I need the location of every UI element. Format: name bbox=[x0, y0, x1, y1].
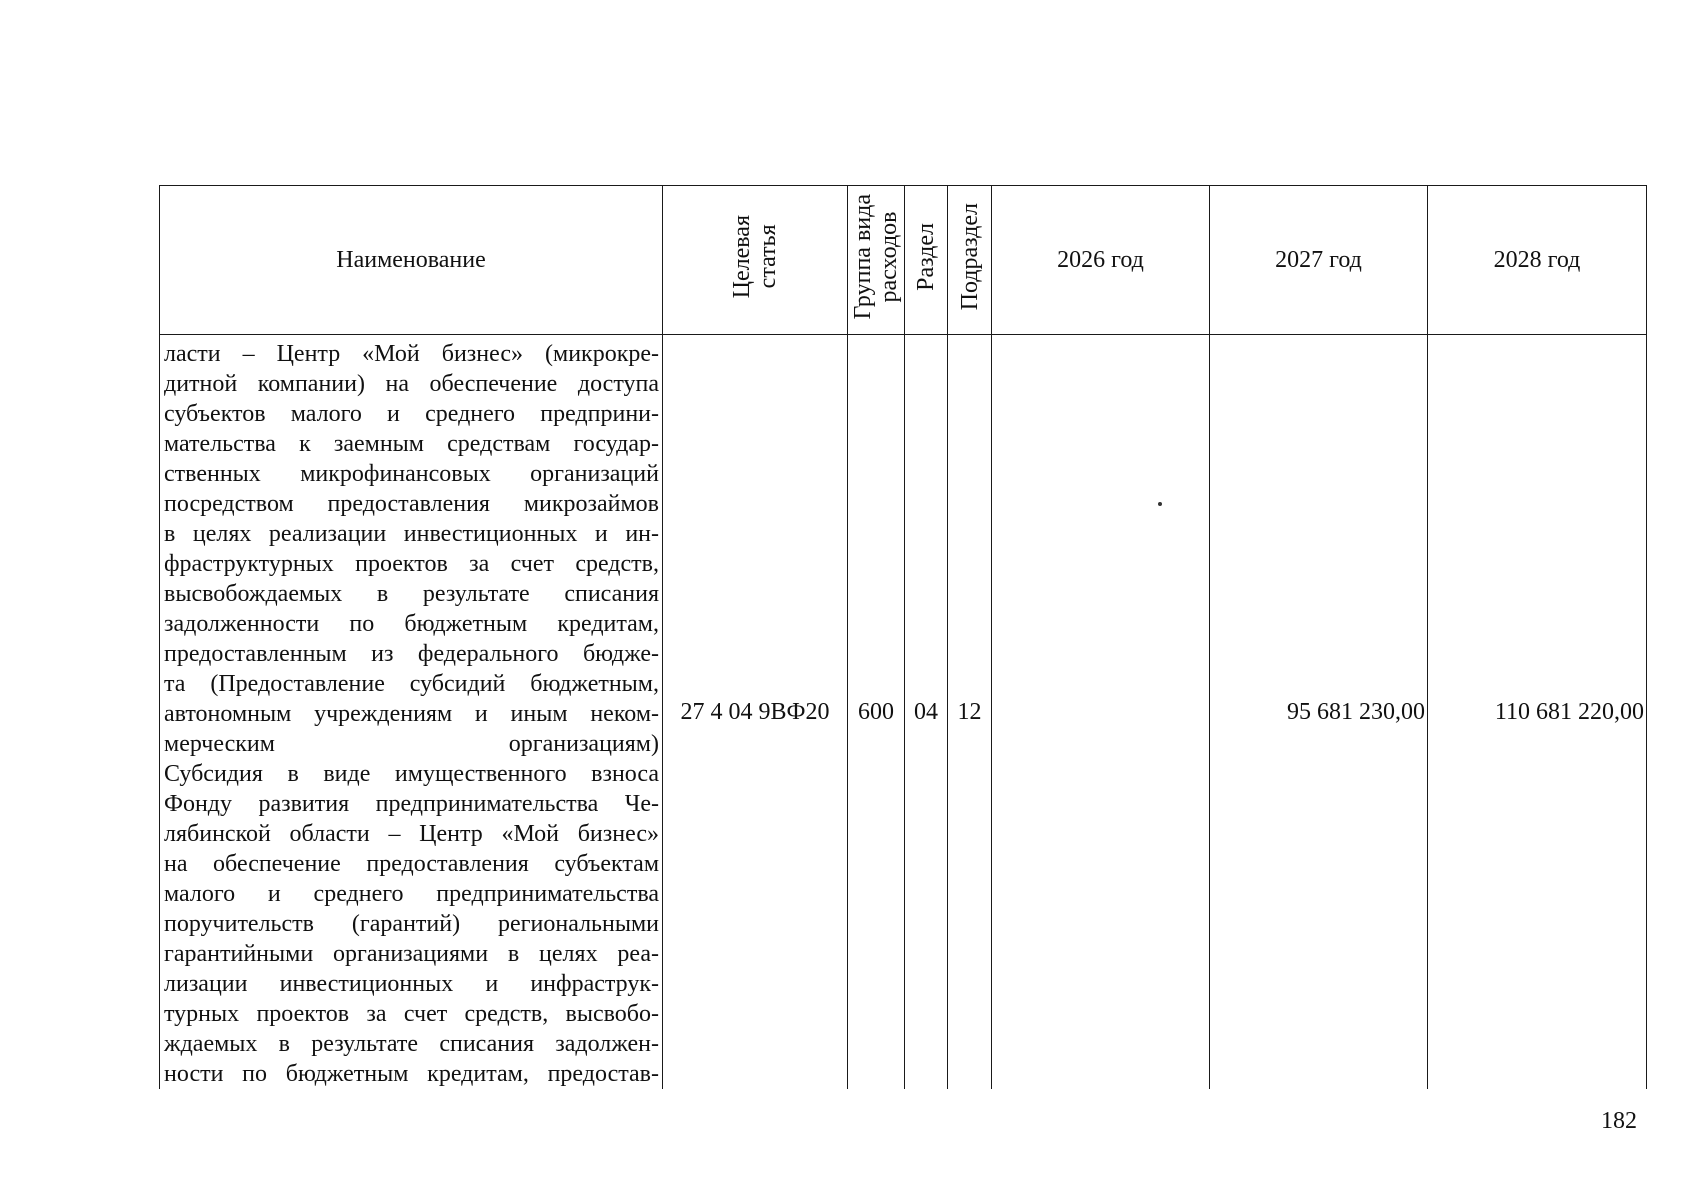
name-line: задолженности по бюджетным кредитам, bbox=[164, 611, 659, 637]
header-group-label bbox=[850, 194, 902, 319]
header-target-label bbox=[729, 215, 781, 298]
name-line: ности по бюджетным кредитам, предостав- bbox=[164, 1061, 659, 1087]
header-target-line2: статья bbox=[755, 224, 781, 289]
name-line: мательства к заемным средствам государ- bbox=[164, 431, 659, 457]
header-group-line2: расходов bbox=[876, 211, 902, 302]
row-2028-cell: 110 681 220,00 bbox=[1428, 335, 1647, 1090]
row-name-text bbox=[164, 339, 659, 1089]
row-group-cell: 600 bbox=[848, 335, 905, 1090]
name-line: мерческим организациям) bbox=[164, 731, 659, 757]
header-2028 bbox=[1428, 186, 1647, 335]
name-line: ственных микрофинансовых организаций bbox=[164, 461, 659, 487]
page-number: 182 bbox=[1601, 1108, 1637, 1134]
header-name bbox=[160, 186, 663, 335]
name-line: субъектов малого и среднего предприни- bbox=[164, 401, 659, 427]
budget-table bbox=[159, 185, 1647, 1089]
header-section bbox=[905, 186, 948, 335]
header-2027-label: 2027 год bbox=[1275, 246, 1362, 273]
header-2027 bbox=[1210, 186, 1428, 335]
name-line: высвобождаемых в результате списания bbox=[164, 581, 659, 607]
name-line: лизации инвестиционных и инфраструк- bbox=[164, 971, 659, 997]
name-line: та (Предоставление субсидий бюджетным, bbox=[164, 671, 659, 697]
header-2028-label: 2028 год bbox=[1493, 246, 1581, 273]
name-line: поручительств (гарантий) региональными bbox=[164, 911, 659, 937]
scan-speck bbox=[1158, 502, 1162, 506]
name-line: Субсидия в виде имущественного взноса bbox=[164, 761, 659, 787]
name-line: ласти – Центр «Мой бизнес» (микрокре- bbox=[164, 341, 659, 367]
header-target-line1: Целевая bbox=[729, 214, 755, 299]
name-line: гарантийными организациями в целях реа- bbox=[164, 941, 659, 967]
header-subsection-label: Подраздел bbox=[956, 202, 983, 311]
name-line: посредством предоставления микрозаймов bbox=[164, 491, 659, 517]
name-line: ждаемых в результате списания задолжен- bbox=[164, 1031, 659, 1057]
name-line: Фонду развития предпринимательства Че- bbox=[164, 791, 659, 817]
header-group bbox=[848, 186, 905, 335]
name-line: дитной компании) на обеспечение доступа bbox=[164, 371, 659, 397]
name-line: автономным учреждениям и иным неком- bbox=[164, 701, 659, 727]
header-2026 bbox=[992, 186, 1210, 335]
row-section-cell: 04 bbox=[905, 335, 948, 1090]
name-line: предоставленным из федерального бюдже- bbox=[164, 641, 659, 667]
row-2027-cell: 95 681 230,00 bbox=[1210, 335, 1428, 1090]
header-group-line1: Группа вида bbox=[850, 193, 876, 320]
header-section-label: Раздел bbox=[913, 222, 939, 291]
row-target-cell: 27 4 04 9ВФ20 bbox=[663, 335, 848, 1090]
table-row bbox=[160, 335, 1647, 1090]
name-line: малого и среднего предпринимательства bbox=[164, 881, 659, 907]
name-line: в целях реализации инвестиционных и ин- bbox=[164, 521, 659, 547]
name-line: фраструктурных проектов за счет средств, bbox=[164, 551, 659, 577]
row-name-cell bbox=[160, 335, 663, 1090]
header-2026-label: 2026 год bbox=[1057, 246, 1144, 273]
row-2026-cell bbox=[992, 335, 1210, 1090]
name-line: на обеспечение предоставления субъектам bbox=[164, 851, 659, 877]
name-line: турных проектов за счет средств, высвобо- bbox=[164, 1001, 659, 1027]
name-line: лябинской области – Центр «Мой бизнес» bbox=[164, 821, 659, 847]
row-subsection-cell: 12 bbox=[948, 335, 992, 1090]
header-subsection bbox=[948, 186, 992, 335]
header-name-label: Наименование bbox=[336, 246, 486, 273]
header-target bbox=[663, 186, 848, 335]
table-header-row bbox=[160, 186, 1647, 335]
